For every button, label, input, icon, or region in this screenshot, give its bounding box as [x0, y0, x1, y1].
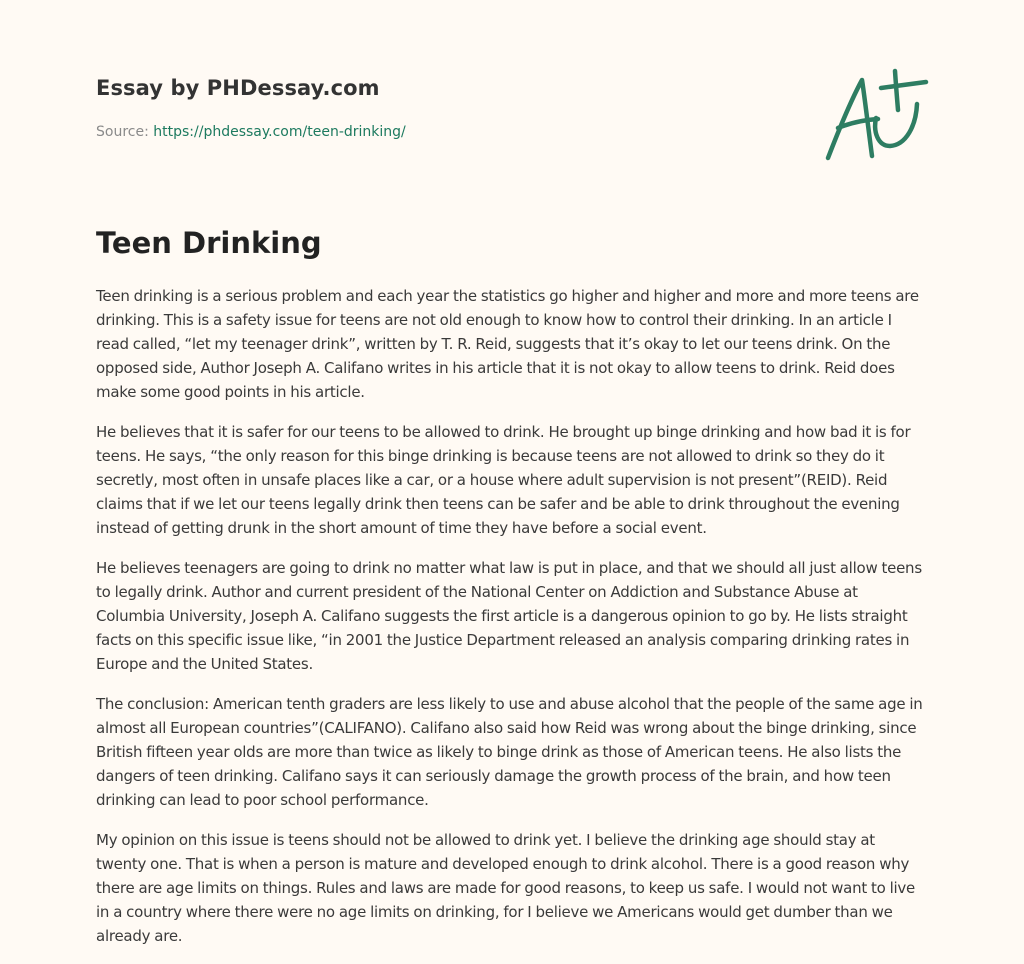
essay-paragraph: My opinion on this issue is teens should not be allowed to drink yet. I believe the drinking age should stay at twenty one. That is when a person is mature and developed enough to drink alcohol. There is a good reason why there are age limits on things. Rules and laws are made for good reasons, to keep us safe. I would not want to live in a country where there were no age limits on drinking, for I believe we Americans would get dumber than we already are. [96, 831, 916, 945]
a-plus-logo-icon [816, 66, 932, 166]
source-line [96, 124, 406, 140]
essay-paragraph: Teen drinking is a serious problem and each year the statistics go higher and higher and more and more teens are drinking. This is a safety issue for teens are not old enough to know how to control their drinking. In an article I read called, “let my teenager drink”, written by T. R. Reid, suggests that it’s okay to let our teens drink. On the opposed side, Author Joseph A. Califano writes in his article that it is not okay to allow teens to drink. Reid does make some good points in his article. [96, 287, 919, 401]
essay-paragraph: He believes teenagers are going to drink no matter what law is put in place, and that we should all just allow teens to legally drink. Author and current president of the National Center on Addiction and Substance Abuse at Columbia University, Joseph A. Califano suggests the first article is a dangerous opinion to go by. He lists straight facts on this specific issue like, “in 2001 the Justice Department released an analysis comparing drinking rates in Europe and the United States. [96, 559, 922, 673]
essay-paragraph: The conclusion: American tenth graders are less likely to use and abuse alcohol that the people of the same age in almost all European countries”(CALIFANO). Califano also said how Reid was wrong about the binge drinking, since British fifteen year olds are more than twice as likely to binge drink as those of American teens. He also lists the dangers of teen drinking. Califano says it can seriously damage the growth process of the brain, and how teen drinking can lead to poor school performance. [96, 695, 923, 809]
essay-paragraph: He believes that it is safer for our teens to be allowed to drink. He brought up binge drinking and how bad it is for teens. He says, “the only reason for this binge drinking is because teens are not allowed to drink so they do it secretly, most often in unsafe places like a car, or a house where adult supervision is not present”(REID). Reid claims that if we let our teens legally drink then teens can be safer and be able to drink throughout the evening instead of getting drunk in the short amount of time they have before a social event. [96, 423, 911, 537]
essay-body [96, 284, 928, 964]
site-title: Essay by PHDessay.com [96, 76, 380, 100]
essay-title: Teen Drinking [96, 226, 322, 260]
source-link[interactable]: https://phdessay.com/teen-drinking/ [153, 124, 406, 140]
source-label: Source: [96, 124, 154, 140]
